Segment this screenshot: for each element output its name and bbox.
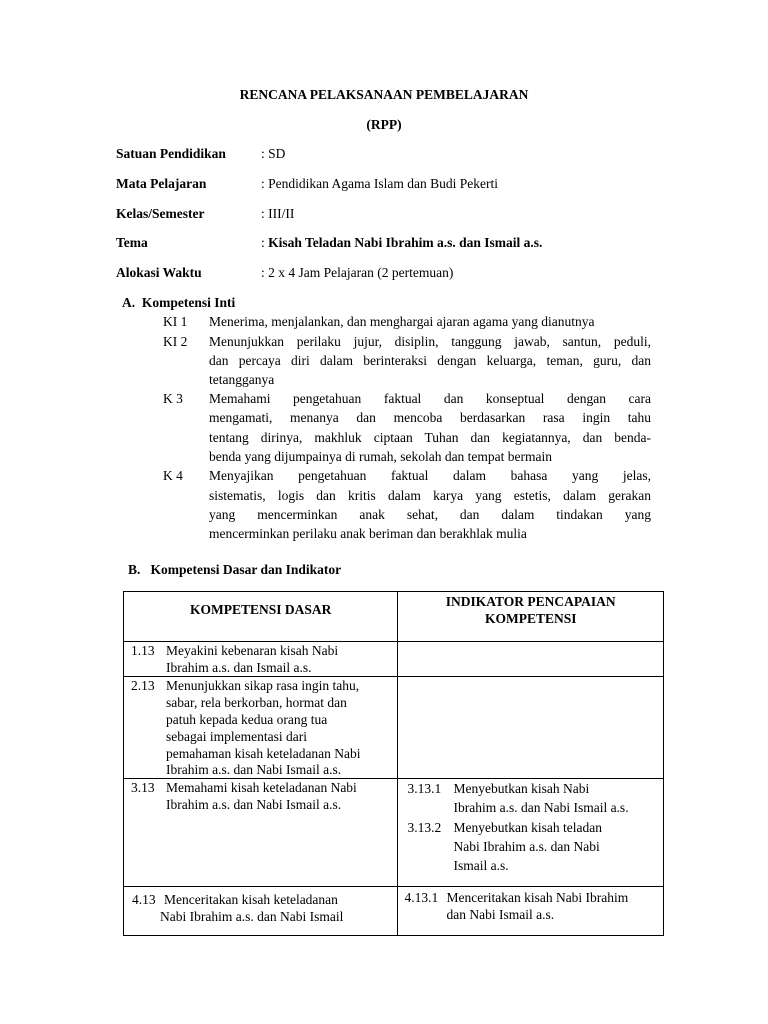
kd-text-line: Meyakini kebenaran kisah Nabi <box>166 643 339 658</box>
kd-text-line: Menunjukkan sikap rasa ingin tahu, <box>166 678 360 693</box>
ki-text-line: Menunjukkan perilaku jujur, disiplin, tanggung jawab, santun, peduli, <box>209 334 651 349</box>
kd-number: 2.13 <box>131 678 155 693</box>
identity-value: : SD <box>261 146 286 161</box>
identity-value: : Pendidikan Agama Islam dan Budi Pekerti <box>261 176 498 191</box>
kd-cell <box>124 887 398 936</box>
identity-label: Kelas/Semester <box>116 206 205 221</box>
kd-text-line: Memahami kisah keteladanan Nabi <box>166 780 357 795</box>
indicator-text-line: Nabi Ibrahim a.s. dan Nabi <box>453 839 600 854</box>
document-subtitle: (RPP) <box>366 117 402 132</box>
identity-label: Alokasi Waktu <box>116 265 202 280</box>
ki-text-line: mencerminkan perilaku anak beriman dan berakhlak mulia <box>209 526 527 541</box>
indicator-text-line: dan Nabi Ismail a.s. <box>446 907 555 922</box>
document-title: RENCANA PELAKSANAAN PEMBELAJARAN <box>239 87 529 102</box>
ki-code: K 3 <box>163 391 183 406</box>
table-row <box>124 677 664 779</box>
indicator-text-line: Menceritakan kisah Nabi Ibrahim <box>446 890 629 905</box>
indicator-column-header: INDIKATOR PENCAPAIAN KOMPETENSI <box>398 592 664 642</box>
table-header-row <box>124 592 664 642</box>
kd-text-line: Ibrahim a.s. dan Nabi Ismail a.s. <box>166 762 342 777</box>
indicator-number: 4.13.1 <box>404 890 439 905</box>
kd-table <box>123 591 664 936</box>
ki-text-line: Menyajikan pengetahuan faktual dalam bahasa yang jelas, <box>209 468 651 483</box>
kd-text-line: sebagai implementasi dari <box>166 729 307 744</box>
kd-text-line: Menceritakan kisah keteladanan <box>164 892 338 907</box>
kd-number: 3.13 <box>131 780 155 795</box>
kd-number: 1.13 <box>131 643 155 658</box>
kd-text-line: Ibrahim a.s. dan Ismail a.s. <box>166 660 312 675</box>
table-row <box>124 642 664 677</box>
identity-value: : III/II <box>261 206 295 221</box>
ki-code: KI 2 <box>163 334 188 349</box>
kd-column-header: KOMPETENSI DASAR <box>124 592 398 642</box>
indicator-text-line: Ibrahim a.s. dan Nabi Ismail a.s. <box>453 800 629 815</box>
ki-code: KI 1 <box>163 314 188 329</box>
kd-text-line: sabar, rela berkorban, hormat dan <box>166 695 347 710</box>
kd-text-line: Ibrahim a.s. dan Nabi Ismail a.s. <box>166 797 342 812</box>
ki-text-line: tetangganya <box>209 372 275 387</box>
kd-cell <box>124 779 398 887</box>
identity-label: Mata Pelajaran <box>116 176 207 191</box>
ki-text-line: Menerima, menjalankan, dan menghargai ajaran agama yang dianutnya <box>209 314 595 329</box>
table-row <box>124 887 664 936</box>
kd-text-line: Nabi Ibrahim a.s. dan Nabi Ismail <box>160 909 344 924</box>
indicator-cell <box>398 642 664 677</box>
indicator-text-line: Menyebutkan kisah Nabi <box>453 781 590 796</box>
kd-cell <box>124 642 398 677</box>
ki-code: K 4 <box>163 468 183 483</box>
indicator-cell <box>398 677 664 779</box>
table-row <box>124 779 664 887</box>
ki-text-line: yang mencerminkan anak sehat, dan dalam tindakan yang <box>209 507 651 522</box>
indicator-number: 3.13.2 <box>407 820 442 835</box>
kd-cell <box>124 677 398 779</box>
ki-text-line: sistematis, logis dan kritis dalam karya yang estetis, dalam gerakan <box>209 488 651 503</box>
ki-text-line: dan percaya diri dalam berinteraksi dengan keluarga, teman, guru, dan <box>209 353 651 368</box>
ki-text-line: Memahami pengetahuan faktual dan konseptual dengan cara <box>209 391 651 406</box>
ki-text-line: tentang dirinya, makhluk ciptaan Tuhan dan kegiatannya, dan benda- <box>209 430 651 445</box>
kd-number: 4.13 <box>132 892 156 907</box>
identity-label: Tema <box>116 235 148 250</box>
identity-label: Satuan Pendidikan <box>116 146 226 161</box>
section-b-heading: B. Kompetensi Dasar dan Indikator <box>128 562 342 577</box>
indicator-text-line: Menyebutkan kisah teladan <box>453 820 602 835</box>
section-a-heading: A. Kompetensi Inti <box>122 295 236 310</box>
indicator-number: 3.13.1 <box>407 781 442 796</box>
indicator-cell <box>398 779 664 887</box>
identity-value: : Kisah Teladan Nabi Ibrahim a.s. dan Ismail a.s. <box>261 235 543 250</box>
indicator-text-line: Ismail a.s. <box>453 858 509 873</box>
kd-text-line: pemahaman kisah keteladanan Nabi <box>166 746 361 761</box>
identity-value: : 2 x 4 Jam Pelajaran (2 pertemuan) <box>261 265 454 280</box>
ki-text-line: mengamati, menanya dan mencoba berdasarkan rasa ingin tahu <box>209 410 651 425</box>
indicator-cell <box>398 887 664 936</box>
kd-text-line: patuh kepada kedua orang tua <box>166 712 328 727</box>
ki-text-line: benda yang dijumpainya di rumah, sekolah dan tempat bermain <box>209 449 553 464</box>
